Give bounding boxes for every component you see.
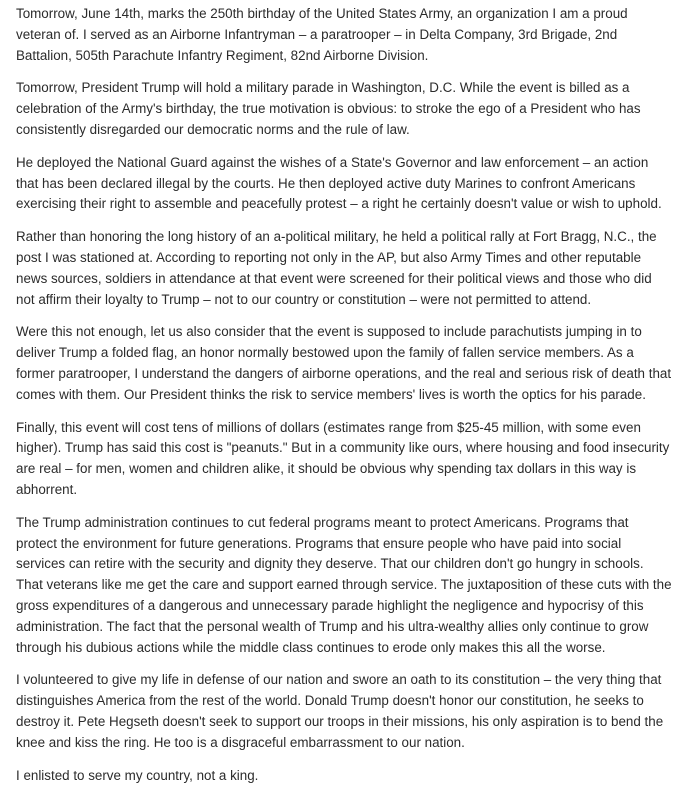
paragraph-parachutists: Were this not enough, let us also consider that the event is supposed to include parachutists jumping in to deliver Trump a folded flag, an honor normally bestowed upon the family of fallen service members. As a former paratrooper, I understand the dangers of airborne operations, and the real and serious risk of death that comes with them. Our President thinks the risk to service members' lives is worth the optics for his parade. [16, 322, 672, 405]
paragraph-parade-cost: Finally, this event will cost tens of millions of dollars (estimates range from $25-45 million, with some even higher). Trump has said this cost is "peanuts." But in a community like ours, where housing and food insecurity are real – for men, women and children alike, it should be obvious why spending tax dollars in this way is abhorrent. [16, 418, 672, 501]
paragraph-military-parade: Tomorrow, President Trump will hold a military parade in Washington, D.C. While the event is billed as a celebration of the Army's birthday, the true motivation is obvious: to stroke the ego of a President who has consistently disregarded our democratic norms and the rule of law. [16, 78, 672, 140]
paragraph-national-guard: He deployed the National Guard against the wishes of a State's Governor and law enforcement – an action that has been declared illegal by the courts. He then deployed active duty Marines to confront Americans exercising their right to assemble and peacefully protest – a right he certainly doesn't value or wish to uphold. [16, 153, 672, 215]
paragraph-oath: I volunteered to give my life in defense of our nation and swore an oath to its constitution – the very thing that distinguishes America from the rest of the world. Donald Trump doesn't honor our constitution, he seeks to destroy it. Pete Hegseth doesn't seek to support our troops in their missions, his only aspiration is to bend the knee and kiss the ring. He too is a disgraceful embarrassment to our nation. [16, 670, 672, 753]
paragraph-program-cuts: The Trump administration continues to cut federal programs meant to protect Americans. Programs that protect the environment for future generations. Programs that ensure people who have paid into social services can retire with the security and dignity they deserve. That our children don't go hungry in schools. That veterans like me get the care and support earned through service. The juxtaposition of these cuts with the gross expenditures of a dangerous and unnecessary parade highlight the negligence and hypocrisy of this administration. The fact that the personal wealth of Trump and his ultra-wealthy allies only continue to grow through his dubious actions while the middle class continues to erode only makes this all the worse. [16, 513, 672, 659]
paragraph-closing: I enlisted to serve my country, not a king. [16, 766, 672, 786]
paragraph-fort-bragg-rally: Rather than honoring the long history of an a-political military, he held a political rally at Fort Bragg, N.C., the post I was stationed at. According to reporting not only in the AP, but also Army Times and other reputable news sources, soldiers in attendance at that event were screened for their political views and those who did not affirm their loyalty to Trump – not to our country or constitution – were not permitted to attend. [16, 227, 672, 310]
paragraph-army-birthday: Tomorrow, June 14th, marks the 250th birthday of the United States Army, an organization I am a proud veteran of. I served as an Airborne Infantryman – a paratrooper – in Delta Company, 3rd Brigade, 2nd Battalion, 505th Parachute Infantry Regiment, 82nd Airborne Division. [16, 4, 672, 66]
